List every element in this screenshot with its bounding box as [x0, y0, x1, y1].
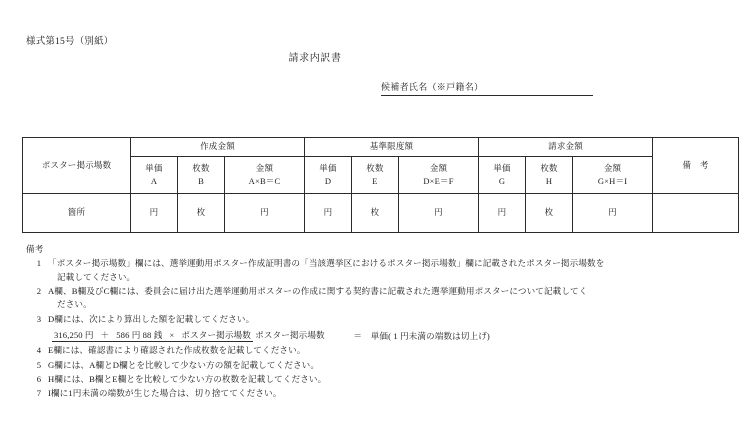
formula-result: 単価( 1 円未満の端数は切上げ): [370, 330, 490, 341]
subheader-code: A: [150, 176, 158, 187]
subheader-code: E: [372, 176, 378, 187]
header-group-claim-amount: 請求金額: [479, 138, 653, 157]
table-group-header-row: [23, 138, 739, 157]
note-text: E欄には、確認書により確認された作成枚数を記載してください。: [48, 345, 306, 356]
subheader-label: 枚数: [192, 162, 210, 173]
subheader-unit-price-d: [305, 157, 352, 194]
formula-times-sign: ×: [169, 329, 175, 340]
subheader-code: B: [198, 176, 204, 187]
note-text: D欄には、次により算出した額を記載してください。: [48, 313, 255, 324]
formula-base-amount: 316,250 円: [54, 329, 94, 340]
claim-breakdown-table: [22, 137, 739, 233]
cell-remarks[interactable]: [653, 194, 739, 233]
note-number: 1: [36, 258, 42, 269]
candidate-name-field[interactable]: 候補者氏名（※戸籍名）: [381, 80, 593, 96]
note-body: [48, 313, 611, 326]
subheader-label: 単価: [493, 162, 511, 173]
subheader-label: 金額: [255, 162, 274, 173]
formula-denominator: ポスター掲示場数: [255, 329, 325, 340]
cell-poster-count-unit[interactable]: 箇所: [23, 194, 131, 233]
subheader-code: G: [498, 176, 506, 187]
subheader-code: H: [545, 176, 553, 187]
note-body: [48, 285, 611, 312]
cell-unit-b[interactable]: 枚: [178, 194, 225, 233]
note-item-2: [26, 285, 611, 312]
form-number: 様式第15号（別紙）: [26, 37, 114, 47]
subheader-label: 枚数: [366, 162, 384, 173]
note-item-1: [26, 257, 611, 284]
claim-breakdown-table-wrapper: [22, 137, 709, 233]
subheader-label: 単価: [319, 162, 337, 173]
notes-section: [26, 243, 611, 400]
cell-unit-i[interactable]: 円: [573, 194, 653, 233]
note-number: 7: [36, 388, 42, 399]
formula-numerator-poster-count: ポスター掲示場数: [181, 329, 251, 340]
note-item-6: [26, 373, 611, 386]
note-number: 2: [36, 285, 42, 296]
note-text: I欄に1円未満の端数が生じた場合は、切り捨ててください。: [48, 388, 282, 399]
subheader-label: 金額: [429, 162, 448, 173]
subheader-label: 単価: [145, 162, 163, 173]
subheader-amount-f: [399, 157, 479, 194]
cell-unit-d[interactable]: 円: [305, 194, 352, 233]
subheader-sheets-h: [526, 157, 573, 194]
header-group-creation-amount: 作成金額: [131, 138, 305, 157]
header-remarks: 備 考: [653, 138, 739, 194]
note-text: 「ポスター掲示場数」欄には、選挙運動用ポスター作成証明書の「当該選挙区におけるポスター掲示場数」欄に記載されたポスター掲示場数を: [48, 258, 605, 269]
cell-unit-a[interactable]: 円: [131, 194, 178, 233]
subheader-label: 金額: [603, 162, 622, 173]
header-group-standard-limit: 基準限度額: [305, 138, 479, 157]
cell-unit-e[interactable]: 枚: [352, 194, 399, 233]
cell-unit-g[interactable]: 円: [479, 194, 526, 233]
subheader-unit-price-a: [131, 157, 178, 194]
notes-title: 備考: [26, 244, 44, 254]
subheader-label: 枚数: [540, 162, 558, 173]
subheader-unit-price-g: [479, 157, 526, 194]
page-title: 請求内訳書: [288, 53, 342, 64]
subheader-amount-i: [573, 157, 653, 194]
unit-price-formula: [26, 329, 611, 343]
note-text-continued: ださい。: [57, 299, 92, 310]
note-body: [48, 257, 611, 284]
subheader-code: A×B＝C: [248, 176, 281, 187]
cell-unit-c[interactable]: 円: [225, 194, 305, 233]
note-text-continued: 記載してください。: [57, 271, 136, 282]
subheader-amount-c: [225, 157, 305, 194]
note-body: [48, 359, 611, 372]
note-text: G欄には、A欄とD欄とを比較して少ない方の額を記載してください。: [48, 359, 320, 370]
note-item-7: [26, 387, 611, 400]
note-item-3: [26, 313, 611, 326]
cell-unit-f[interactable]: 円: [399, 194, 479, 233]
subheader-code: D×E＝F: [423, 176, 454, 187]
subheader-code: G×H＝I: [597, 176, 628, 187]
note-number: 4: [36, 345, 42, 356]
note-text: H欄には、B欄とE欄とを比較して少ない方の枚数を記載してください。: [48, 373, 327, 384]
formula-numerator: [52, 330, 253, 342]
formula-plus-sign: ＋: [100, 329, 110, 340]
header-poster-count: ポスター掲示場数: [23, 138, 131, 194]
note-body: [48, 387, 611, 400]
note-item-4: [26, 344, 611, 357]
formula-rate: 586 円 88 銭: [116, 329, 163, 340]
subheader-code: D: [324, 176, 332, 187]
formula-equals-sign: ＝: [353, 330, 363, 341]
subheader-sheets-e: [352, 157, 399, 194]
note-item-5: [26, 359, 611, 372]
note-number: 5: [36, 359, 42, 370]
formula-fraction: [52, 329, 325, 342]
note-body: [48, 344, 611, 357]
note-text: A欄、B欄及びC欄には、委員会に届け出た選挙運動用ポスターの作成に関する契約書に記載された選挙運動用ポスターについて記載してく: [48, 285, 588, 296]
table-row: [23, 194, 739, 233]
note-number: 6: [36, 373, 42, 384]
table-subheader-row: [23, 157, 739, 194]
subheader-sheets-b: [178, 157, 225, 194]
note-body: [48, 373, 611, 386]
formula-result-part: [345, 329, 490, 343]
note-number: 3: [36, 313, 42, 324]
cell-unit-h[interactable]: 枚: [526, 194, 573, 233]
